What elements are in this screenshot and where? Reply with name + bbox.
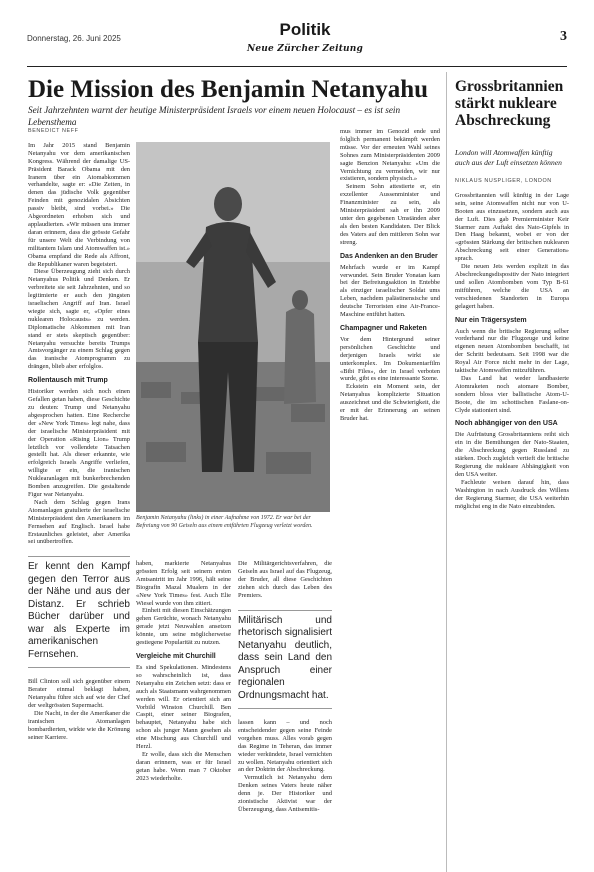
paragraph: lassen kann – und noch entscheidender gegen seine Feinde vorgehen muss. Alles vorab gegen das Regime in Teheran, das immer wieder verkündete, Israel vernichten zu wollen. Netanyahu orientiert sich an der Doktrin der Abschreckung.	[238, 719, 332, 774]
paragraph: Fachleute weisen darauf hin, dass Washington in nach Ausdruck des Willens der Regierung Starmer, die USA weiterhin möglichst eng in die Nato einzubinden.	[455, 478, 569, 510]
issue-date: Donnerstag, 26. Juni 2025	[27, 34, 121, 43]
article-photo	[136, 142, 330, 512]
pull-quote: Er kennt den Kampf gegen den Terror aus der Nähe und aus der Distanz. Er schrieb Bücher darüber und war als Experte im amerikanischen Fernsehen.	[28, 556, 130, 668]
subheading: Rollentausch mit Trump	[28, 377, 108, 385]
main-headline: Die Mission des Benjamin Netanyahu	[28, 76, 429, 103]
paragraph: Grossbritannien will künftig in der Lage sein, seine Atomwaffen nicht nur von U-Booten aus einzusetzen, sondern auch aus der Luft. Dies gab Premierminister Keir Starmer zum Auftakt des Nato-Gipfels in Den Haag bekannt, wobei er von der «grössten Stärkung der britischen nuklearen Abschreckung seit einer Generation» sprach.	[455, 191, 569, 263]
paragraph: Es sind Spekulationen. Mindestens so wahrscheinlich ist, dass Netanyahu ein Zeichen setzt: dass er auch als Staatsmann wahrgenommen werden will. Er orientiert sich am Vorbild Winston Churchill. Ben Caspit, einer seiner Biografen, behauptet, Netanyahu habe sich schon als junger Mann gesehen als eine Mischung aus Churchill und Herzl.	[136, 663, 231, 751]
paragraph: Einheit mit diesen Einschätzungen gehen Gerüchte, wonach Netanyahu gerade jetzt Neuwahlen ansetzen könnte, um seine möglicherweise gestiegene Popularität zu nutzen.	[136, 607, 231, 647]
paragraph: Vor dem Hintergrund seiner persönlichen Geschichte und derjenigen Israels wirkt sie unterkomplex. Im Dokumentarfilm «Bibi Files», der in Israel verboten wurde, gibt es eine interessante Szene.	[340, 335, 440, 383]
sidebar-byline: NIKLAUS NUSPLIGER, LONDON	[455, 178, 552, 184]
article-column-1	[28, 128, 130, 872]
paragraph: Historiker werden sich noch einen Gefallen getan haben, diese Geschichte zu deuten: Trump und Netanyahu abgesprochen hatten. Eine Recherche der «New York Times» legt nahe, dass der israelische Ministerpräsident mit der Operation «Rising Lion» Trump letztlich vor vollendete Tatsachen gestellt hat. Als dieser erkannte, wie erfolgreich Israels Angriffe verliefen, willigte er ein, die iranischen Nuklearanlagen mit bunkerbrechenden Bomben anzugreifen. Die gestaltende Figur war Netanyahu.	[28, 388, 130, 498]
paragraph: Bill Clinton soll sich gegenüber einem Berater einmal beklagt haben, Netanyahu führe sich auf wie der Chef der weltgrössten Supermacht.	[28, 678, 130, 710]
page-header	[27, 0, 567, 68]
article-column-3a	[238, 560, 332, 872]
page-number: 3	[560, 29, 567, 44]
pull-quote: Militärisch und rhetorisch signalisiert Netanyahu deutlich, dass sein Land den Anspruch einer regionalen Ordnungsmacht hat.	[238, 610, 332, 710]
article-column-4	[340, 128, 440, 872]
paragraph: Die Nacht, in der die Amerikaner die iranischen Atomanlagen bombardierten, wirkte wie die Krönung seiner Karriere.	[28, 709, 130, 741]
paragraph: Auch wenn die britische Regierung selber vorderhand nur die Flugzeuge und keine eigenen neuen Atombomben beschafft, ist der Schritt bedeutsam. Seit 1998 war die Royal Air Force nicht mehr in der Lage, taktische Atomwaffen mitzuführen.	[455, 327, 569, 375]
paragraph: Eckstein ein Moment sein, der Netanyahus komplizierte Situation auszeichnet und die Schwierigkeit, die er mit der Erinnerung an seinen Bruder hat.	[340, 383, 440, 422]
section-title: Politik	[279, 20, 331, 39]
sidebar-headline: Grossbritannien stärkt nukleare Abschreckung	[455, 78, 564, 129]
subheading: Nur ein Trägersystem	[455, 316, 527, 324]
paragraph: Das Land hat weder landbasierte Atomraketen noch atomare Bomber, sondern bloss vier ballistische Atom-U-Boote, die im schottischen Faslane-on-Clyde stationiert sind.	[455, 374, 569, 414]
subheading: Vergleiche mit Churchill	[136, 652, 216, 660]
paragraph: Mehrfach wurde er im Kampf verwundet. Sein Bruder Yonatan kam bei der Befreiungsaktion in Entebbe als einziger israelischer Soldat ums Leben, nachdem palästinensische und deutsche Terroristen eine Air-France-Maschine entführt hatten.	[340, 263, 440, 319]
photo-caption: Benjamin Netanyahu (links) in einer Aufnahme von 1972. Er war bei der Befreiung von 90 Geiseln aus einem entführten Flugzeug verletzt worden.	[136, 515, 313, 529]
paragraph: Die neuen Jets werden explizit in das Abschreckungsdispositiv der Nato integriert und sollen Atombomben vom Typ B-61 mitführen, welche die USA an verschiedenen Standorten in Europa gelagert haben.	[455, 263, 569, 310]
subheading: Das Andenken an den Bruder	[340, 252, 438, 260]
paragraph: Vermutlich ist Netanyahu dem Denken seines Vaters heute näher denn je. Der Historiker und zionistische Aktivist war der Überzeugung, dass Antisemitis-	[238, 774, 332, 813]
article-column-2	[136, 560, 231, 872]
photo-illustration	[136, 142, 330, 512]
paragraph: Die Aufrüstung Grossbritanniens reiht sich ein in die Bemühungen der Nato-Staaten, die Abschreckung gegen Russland zu stärken. Doch zugleich vertieft die britische Regierung die nukleare Abhängigkeit von den USA weiter.	[455, 431, 569, 478]
paragraph: Nach dem Schlag gegen Irans Atomanlagen gratulierte der israelische Ministerpräsident den Amerikanern im Fernsehen auf Englisch. Israel habe Erstaunliches geleistet, aber Amerika sei unübertroffen.	[28, 498, 130, 546]
subheading: Champagner und Raketen	[340, 324, 427, 332]
main-byline: BENEDICT NEFF	[28, 128, 79, 134]
sidebar-column	[455, 178, 569, 872]
main-subhead: Seit Jahrzehnten warnt der heutige Ministerpräsident Israels vor einem neuen Holocaust – es ist sein Lebensthema	[28, 105, 401, 127]
paragraph: Seinem Sohn attestierte er, ein exzellenter Aussenminister und Finanzminister zu sein, als Ministerpräsident sah er ihn 2009 unter den gegebenen Umständen aber als den besten Kandidaten. Der Blick des Vaters auf den mittleren Sohn war streng.	[340, 183, 440, 246]
paragraph: mus immer im Genozid ende und folglich permanent bekämpft werden müsse. Vor der erneuten Wahl seines Sohnes zum Ministerpräsidenten 2009 sagte Benzion Netanyahu: «Um die Vernichtung zu vermeiden, wir nur existieren, sondern physisch.»	[340, 128, 440, 183]
paragraph: haben, markierte Netanyahus grössten Erfolg seit seinem ersten Amtsantritt im Jahr 1996, hält seine Biografin Mazal Mualem in der «New York Times» fest. Auch Elie Wiesel wurde von ihm zitiert.	[136, 560, 231, 607]
newspaper-name: Neue Zürcher Zeitung	[246, 44, 364, 54]
paragraph: Diese Überzeugung zieht sich durch Netanyahus Politik und Denken. Er verbreitete sie seit Jahrzehnten, und so legitimierte er auch den jüngsten israelischen Angriff auf Iran. Israel wiegte sich, sagte er, «Opfer eines nuklearen Holocausts» zu werden. Diplomatische Abkommen mit Iran stand er stets skeptisch gegenüber: Netanyahu versuchte bereits Trumps Amtsvorgänger zu einem Schlag gegen das iranische Atomprogramm zu drängen, blieb aber erfolglos.	[28, 268, 130, 371]
paragraph: Er wolle, dass sich die Menschen daran erinnern, was er für Israel getan habe. Wenn man 7 Oktober 2023 wiederholte.	[136, 750, 231, 782]
column-separator	[446, 72, 447, 872]
sidebar-subhead: London will Atomwaffen künftig auch aus der Luft einsetzen können	[455, 148, 562, 167]
paragraph: Die Militärgerichtsverfahren, die Geiseln aus Israel auf das Flugzeug, der Bruder, all diese Geschichten ziehen sich durch das Leben des Premiers.	[238, 560, 332, 599]
subheading: Noch abhängiger von den USA	[455, 420, 558, 428]
header-rule	[27, 66, 567, 67]
paragraph: Im Jahr 2015 stand Benjamin Netanyahu vor dem amerikanischen Kongress. Während der damalige US-Präsident Barack Obama mit den Iranern über ein Atomabkommen verhandelte, sagte er: «Die Zeiten, in denen das jüdische Volk gegenüber Feinden mit genozidalen Absichten passiv bleibt, sind vorbei.» Die Abgeordneten erhoben sich und applaudierten. «Wir müssen uns immer daran erinnern, dass die grösste Gefahr für unsere Welt die Verbindung von militantem Islam und Atomwaffen ist.» Obama empfand die Rede als Affront, die Republikaner waren begeistert.	[28, 141, 130, 268]
